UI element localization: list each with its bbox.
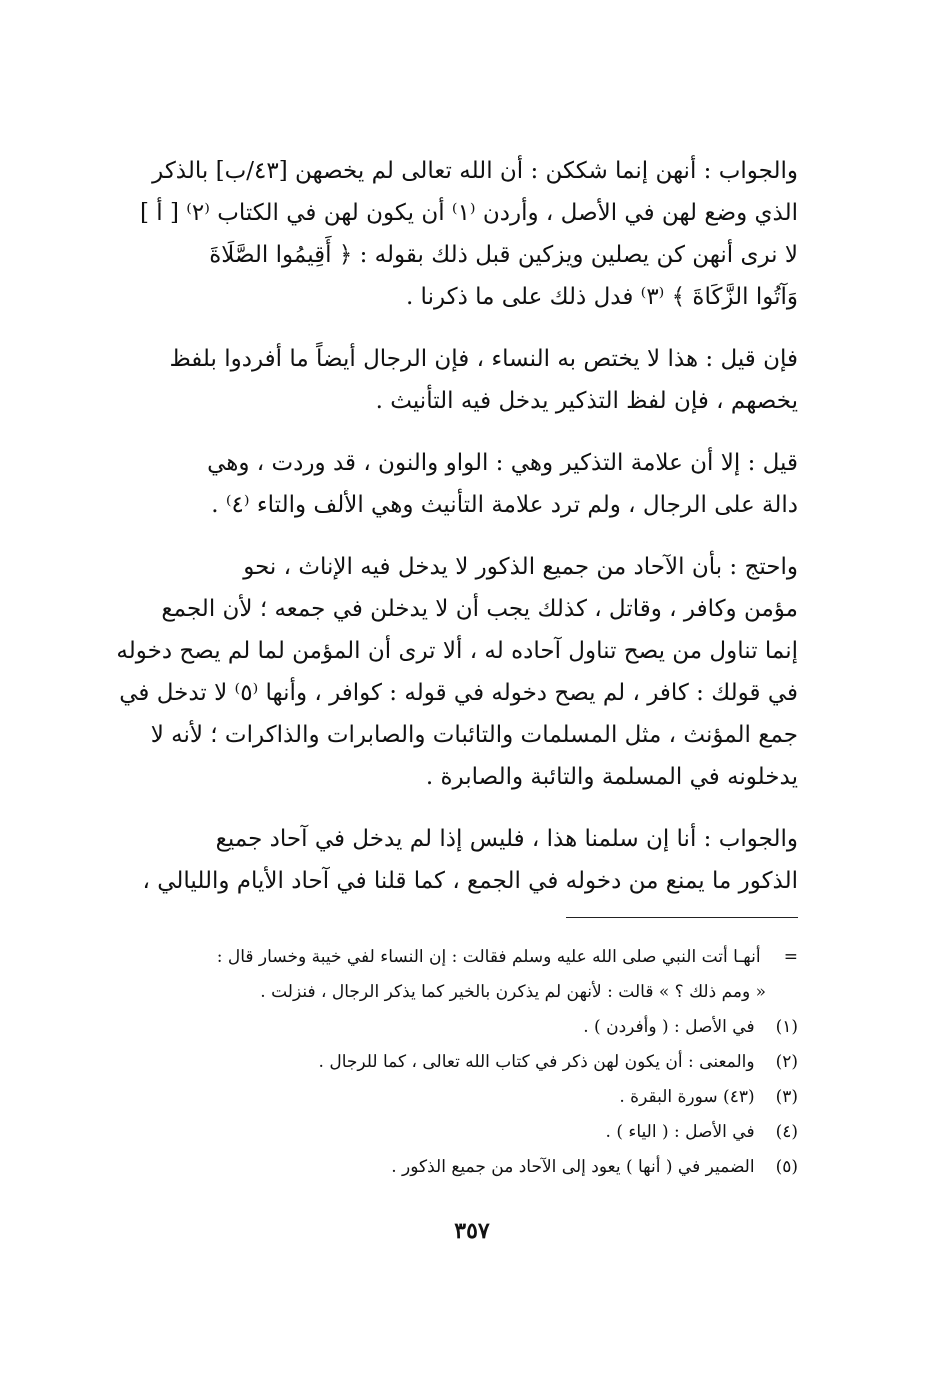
paragraph-argument <box>116 546 798 798</box>
paragraph-answer-2 <box>142 818 798 902</box>
text-line: يدخلونه في المسلمة والتائبة والصابرة . <box>425 764 798 790</box>
text-line: الذكور ما يمنع من دخوله في الجمع ، كما قلنا في آحاد الأيام والليالي ، <box>142 868 798 894</box>
text-line: الذي وضع لهن في الأصل ، وأردن ⁽١⁾ أن يكون لهن في الكتاب ⁽٢⁾ [ أ ] <box>139 200 798 226</box>
text-line: مؤمن وكافر ، وقاتل ، كذلك يجب أن لا يدخلن في جمعه ؛ لأن الجمع <box>161 596 798 622</box>
footnote-1 <box>158 1010 798 1045</box>
footnote-number: (٣) <box>775 1087 798 1107</box>
footnote-3 <box>158 1080 798 1115</box>
footnote-continuation <box>158 940 798 975</box>
main-text <box>116 150 798 922</box>
text-line: والجواب : أنا إن سلمنا هذا ، فليس إذا لم يدخل في آحاد جميع <box>215 826 798 852</box>
footnote-5 <box>158 1150 798 1185</box>
text-line: واحتج : بأن الآحاد من جميع الذكور لا يدخل فيه الإناث ، نحو <box>243 554 798 580</box>
footnote-text: في الأصل : ( الياء ) . <box>605 1122 755 1142</box>
text-line: جمع المؤنث ، مثل المسلمات والتائبات والصابرات والذاكرات ؛ لأنه لا <box>150 722 798 748</box>
text-line: في قولك : كافر ، لم يصح دخوله في قوله : كوافر ، وأنها ⁽٥⁾ لا تدخل في <box>119 680 798 706</box>
footnote-number: (١) <box>775 1017 798 1037</box>
text-line: إنما تناول من يصح تناول آحاده له ، ألا ترى أن المؤمن لما لم يصح دخوله <box>116 638 798 664</box>
text-line: قيل : إلا أن علامة التذكير وهي : الواو والنون ، قد وردت ، وهي <box>207 450 798 476</box>
footnote-divider <box>566 917 798 918</box>
page-number: ٣٥٧ <box>454 1218 490 1244</box>
footnote-2 <box>158 1045 798 1080</box>
footnote-text: أنهـا أتت النبي صلى الله عليه وسلم فقالت : إن النساء لفي خيبة وخسار قال : <box>216 947 761 967</box>
footnote-text: في الأصل : ( وأفردن ) . <box>583 1017 755 1037</box>
paragraph-objection <box>158 338 798 422</box>
text-line: فإن قيل : هذا لا يختص به النساء ، فإن الرجال أيضاً ما أفردوا بلفظ <box>169 346 798 372</box>
footnote-number: (٢) <box>775 1052 798 1072</box>
paragraph-reply <box>158 442 798 526</box>
footnote-number: (٥) <box>775 1157 798 1177</box>
footnote-4 <box>158 1115 798 1150</box>
paragraph-answer-1 <box>139 150 798 318</box>
footnote-text: والمعنى : أن يكون لهن ذكر في كتاب الله تعالى ، كما للرجال . <box>318 1052 755 1072</box>
text-line: لا نرى أنهن كن يصلين ويزكين قبل ذلك بقوله : ﴿ أَقِيمُوا الصَّلَاةَ <box>209 242 798 268</box>
footnote-continuation-line: « ومم ذلك ؟ » قالت : لأنهن لم يذكرن بالخير كما يذكر الرجال ، فنزلت . <box>260 982 766 1002</box>
text-line: وَآتُوا الزَّكَاةَ ﴾ ⁽٣⁾ فدل ذلك على ما ذكرنا . <box>405 284 798 310</box>
text-line: دالة على الرجال ، ولم ترد علامة التأنيث وهي الألف والتاء ⁽٤⁾ . <box>211 492 798 518</box>
footnote-text: الضمير في ( أنها ) يعود إلى الآحاد من جميع الذكور . <box>391 1157 755 1177</box>
continuation-marker: = <box>783 947 798 967</box>
text-line: والجواب : أنهن إنما شككن : أن الله تعالى لم يخصهن [٤٣/ب] بالذكر <box>152 158 798 184</box>
footnote-text: (٤٣) سورة البقرة . <box>619 1087 755 1107</box>
footnote-number: (٤) <box>775 1122 798 1142</box>
text-line: يخصهم ، فإن لفظ التذكير يدخل فيه التأنيث . <box>375 388 798 414</box>
footnotes <box>158 940 798 1185</box>
